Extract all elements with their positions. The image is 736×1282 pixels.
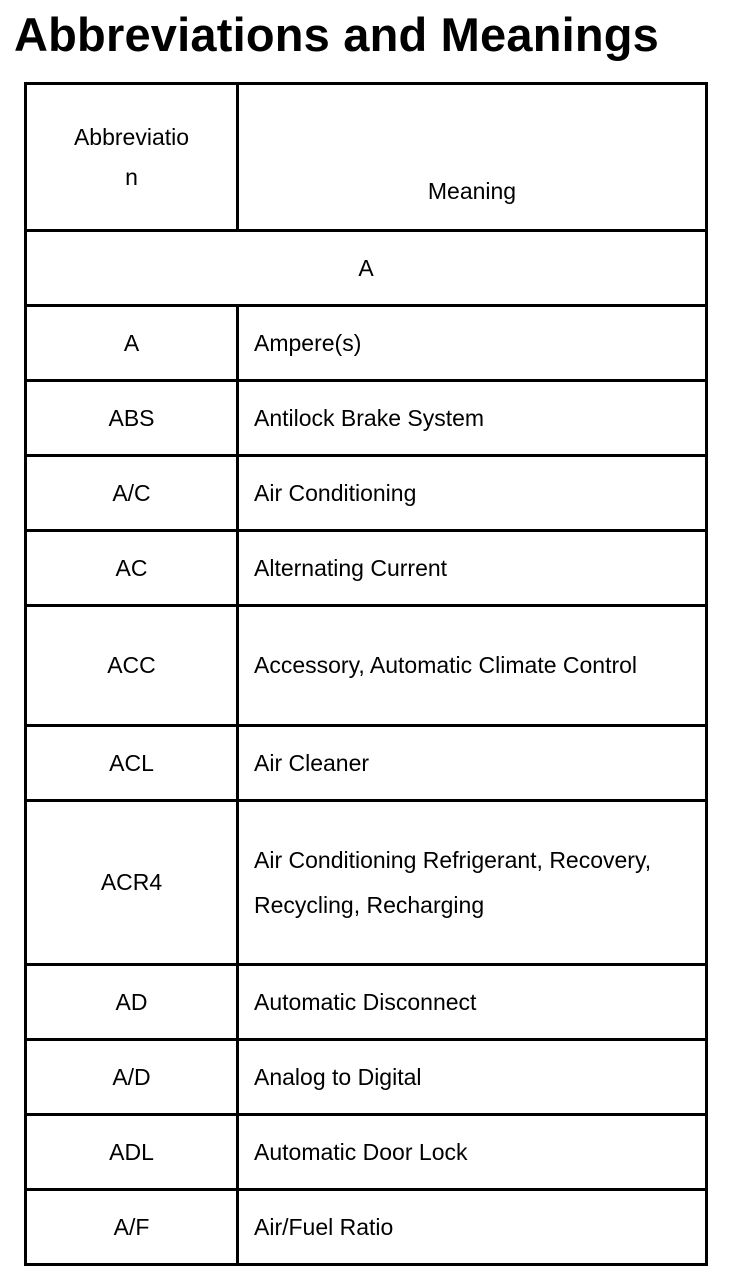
abbreviation-cell: A <box>26 306 238 381</box>
meaning-cell: Air/Fuel Ratio <box>238 1190 707 1265</box>
table-row <box>26 1040 707 1115</box>
table-row <box>26 726 707 801</box>
abbreviation-cell: AC <box>26 531 238 606</box>
meaning-cell: Antilock Brake System <box>238 381 707 456</box>
meaning-header-label: Meaning <box>427 178 517 204</box>
abbreviations-table <box>24 82 708 1266</box>
abbreviation-cell: A/F <box>26 1190 238 1265</box>
section-letter: A <box>26 231 707 306</box>
abbreviation-column-header <box>26 84 238 231</box>
abbreviation-cell: ACL <box>26 726 238 801</box>
table-row <box>26 1190 707 1265</box>
abbreviation-header-label: Abbreviation <box>73 124 190 190</box>
table-row <box>26 606 707 726</box>
abbreviation-cell: ACC <box>26 606 238 726</box>
meaning-cell: Analog to Digital <box>238 1040 707 1115</box>
table-row <box>26 456 707 531</box>
page-title: Abbreviations and Meanings <box>14 8 660 61</box>
section-header-row <box>26 231 707 306</box>
abbreviation-cell: ACR4 <box>26 801 238 965</box>
meaning-column-header <box>238 84 707 231</box>
table-row <box>26 801 707 965</box>
meaning-cell: Air Conditioning Refrigerant, Recovery, Recycling, Recharging <box>238 801 707 965</box>
meaning-cell: Accessory, Automatic Climate Control <box>238 606 707 726</box>
meaning-cell: Ampere(s) <box>238 306 707 381</box>
meaning-cell: Automatic Disconnect <box>238 965 707 1040</box>
table-header-row <box>26 84 707 231</box>
meaning-cell: Air Cleaner <box>238 726 707 801</box>
abbreviation-cell: A/C <box>26 456 238 531</box>
table-row <box>26 1115 707 1190</box>
table-row <box>26 381 707 456</box>
table-row <box>26 965 707 1040</box>
abbreviation-cell: AD <box>26 965 238 1040</box>
meaning-cell: Automatic Door Lock <box>238 1115 707 1190</box>
abbreviation-cell: ADL <box>26 1115 238 1190</box>
table-row <box>26 531 707 606</box>
table-row <box>26 306 707 381</box>
abbreviation-cell: A/D <box>26 1040 238 1115</box>
meaning-cell: Air Conditioning <box>238 456 707 531</box>
meaning-cell: Alternating Current <box>238 531 707 606</box>
abbreviation-cell: ABS <box>26 381 238 456</box>
